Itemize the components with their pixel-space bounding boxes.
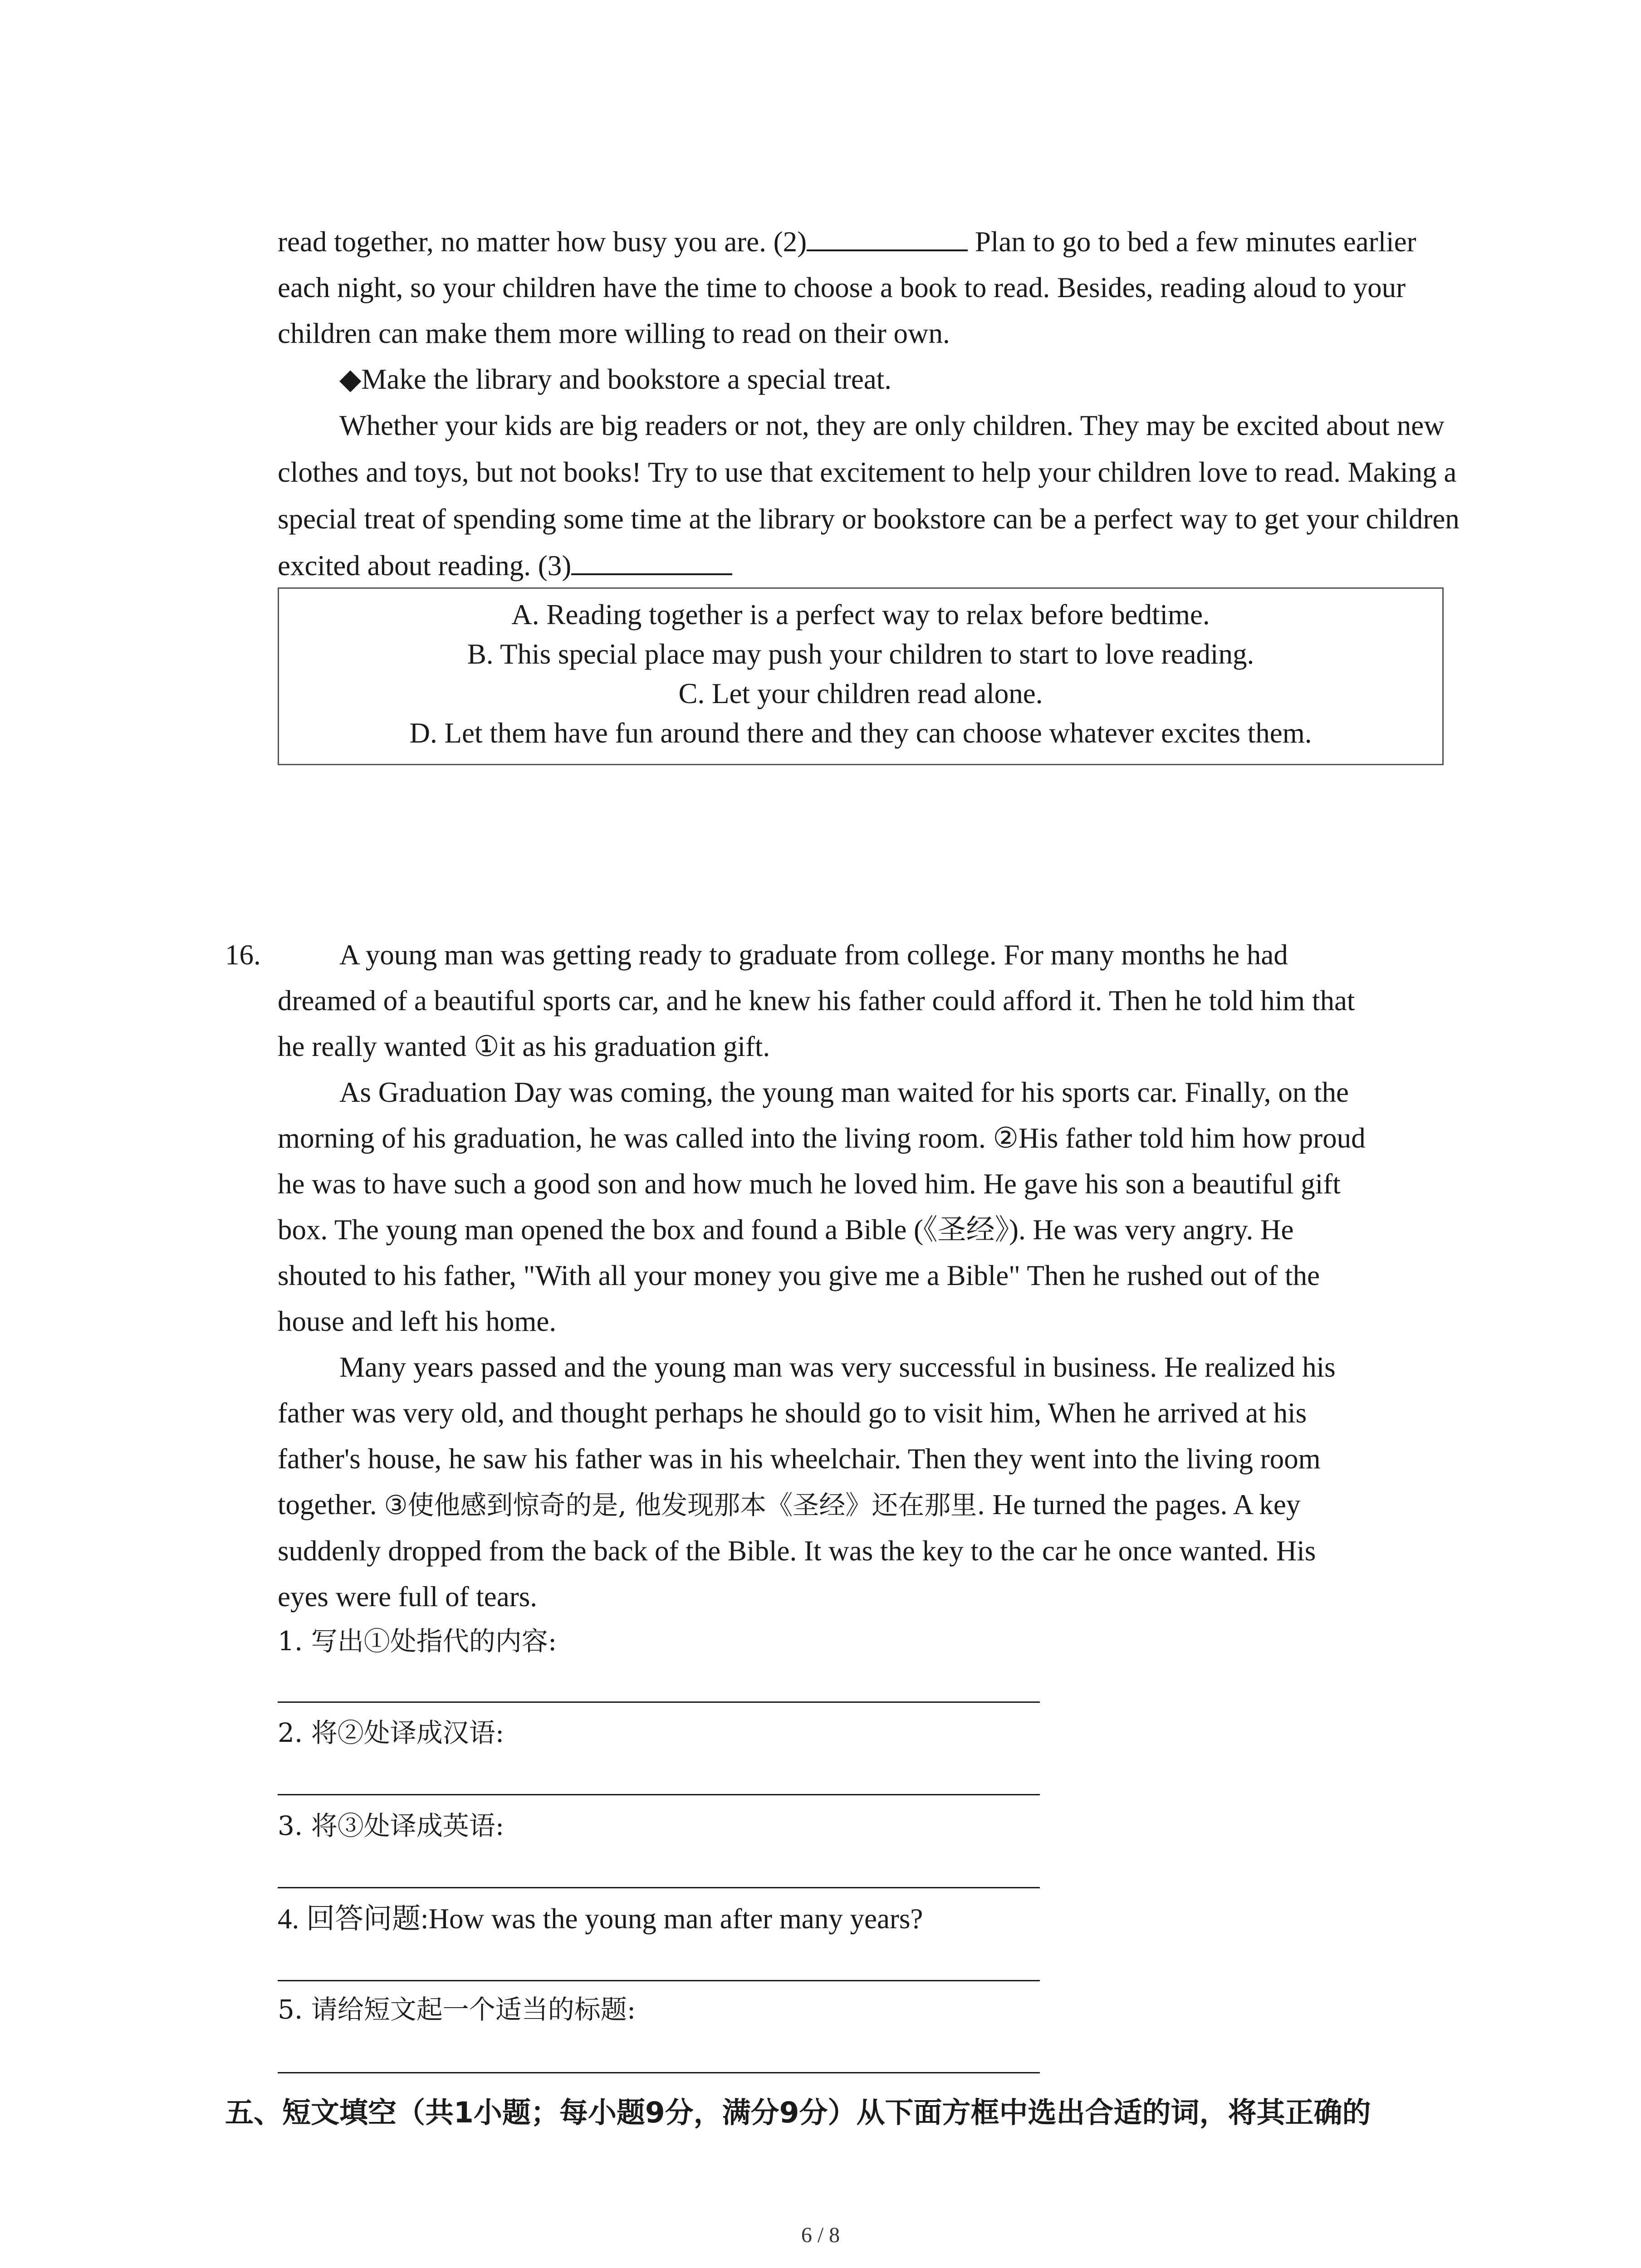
- passage-text: read together, no matter how busy you are. (2): [278, 226, 807, 258]
- question-number: 16.: [225, 939, 261, 971]
- text-span: He turned the pages. A key: [985, 1489, 1301, 1520]
- q16-para-1: [278, 932, 1475, 1620]
- text-line: [278, 1482, 1475, 1528]
- option-a: A. Reading together is a perfect way to relax before bedtime.: [511, 599, 1210, 631]
- text-span: together.: [278, 1489, 384, 1520]
- text-line: morning of his graduation, he was called into the living room. ②His father told him how proud: [278, 1122, 1366, 1154]
- answer-line-5[interactable]: [278, 2072, 1040, 2073]
- option-b: B. This special place may push your children to start to love reading.: [467, 638, 1254, 670]
- text-line: house and left his home.: [278, 1305, 557, 1337]
- text-line: father's house, he saw his father was in his wheelchair. Then they went into the living room: [278, 1443, 1321, 1475]
- text-line: he was to have such a good son and how much he loved him. He gave his son a beautiful gift: [278, 1168, 1341, 1200]
- page-number: 6 / 8: [801, 2223, 840, 2247]
- text-line: dreamed of a beautiful sports car, and he knew his father could afford it. Then he told him that: [278, 985, 1355, 1017]
- passage-text: Whether your kids are big readers or not, they are only children. They may be excited about new clothes and toys, but not books! Try to use that excitement to help your children love to read. Making a special treat of spending some time at the library or bookstore can be a perfect way to get your children excited about reading. (3): [278, 410, 1460, 582]
- answer-line-1[interactable]: [278, 1701, 1040, 1703]
- answer-line-4[interactable]: [278, 1980, 1040, 1981]
- section-five-heading: 五、短文填空（共1小题；每小题9分，满分9分）从下面方框中选出合适的词，将其正确的: [225, 2096, 1371, 2129]
- text-line: As Graduation Day was coming, the young man waited for his sports car. Finally, on the: [339, 1076, 1349, 1108]
- answer-line-3[interactable]: [278, 1887, 1040, 1888]
- text-line: he really wanted ①it as his graduation gift.: [278, 1031, 770, 1062]
- text-line: eyes were full of tears.: [278, 1581, 537, 1613]
- passage-para-1: [278, 219, 1475, 357]
- options-box: [278, 587, 1444, 765]
- answer-blank-3[interactable]: [571, 548, 732, 575]
- passage-text: Plan to go to bed a few minutes earlier each night, so your children have the time to choose a book to read. Besides, reading aloud to your children can make them more willing to read on their own.: [278, 226, 1416, 349]
- option-c: C. Let your children read alone.: [678, 678, 1043, 709]
- text-line: father was very old, and thought perhaps he should go to visit him, When he arrived at his: [278, 1397, 1307, 1429]
- text-line: Many years passed and the young man was very successful in business. He realized his: [339, 1351, 1336, 1383]
- passage-para-2: [278, 402, 1475, 589]
- text-line: shouted to his father, "With all your money you give me a Bible" Then he rushed out of the: [278, 1260, 1320, 1291]
- translation-prompt: ③使他感到惊奇的是, 他发现那本《圣经》还在那里.: [384, 1490, 985, 1520]
- text-line: suddenly dropped from the back of the Bible. It was the key to the car he once wanted. His: [278, 1535, 1316, 1567]
- task-4: 4. 回答问题:How was the young man after many years?: [278, 1903, 923, 1935]
- answer-blank-2[interactable]: [807, 224, 968, 251]
- task-1: 1. 写出①处指代的内容:: [278, 1626, 557, 1657]
- answer-line-2[interactable]: [278, 1794, 1040, 1795]
- section-heading: ◆Make the library and bookstore a special treat.: [339, 363, 892, 395]
- task-2: 2. 将②处译成汉语:: [278, 1717, 505, 1748]
- text-line: box. The young man opened the box and found a Bible (《圣经》). He was very angry. He: [278, 1214, 1294, 1246]
- text-line: A young man was getting ready to graduate from college. For many months he had: [339, 939, 1288, 971]
- option-d: D. Let them have fun around there and they can choose whatever excites them.: [409, 717, 1312, 749]
- task-3: 3. 将③处译成英语:: [278, 1810, 505, 1841]
- task-5: 5. 请给短文起一个适当的标题:: [278, 1994, 636, 2025]
